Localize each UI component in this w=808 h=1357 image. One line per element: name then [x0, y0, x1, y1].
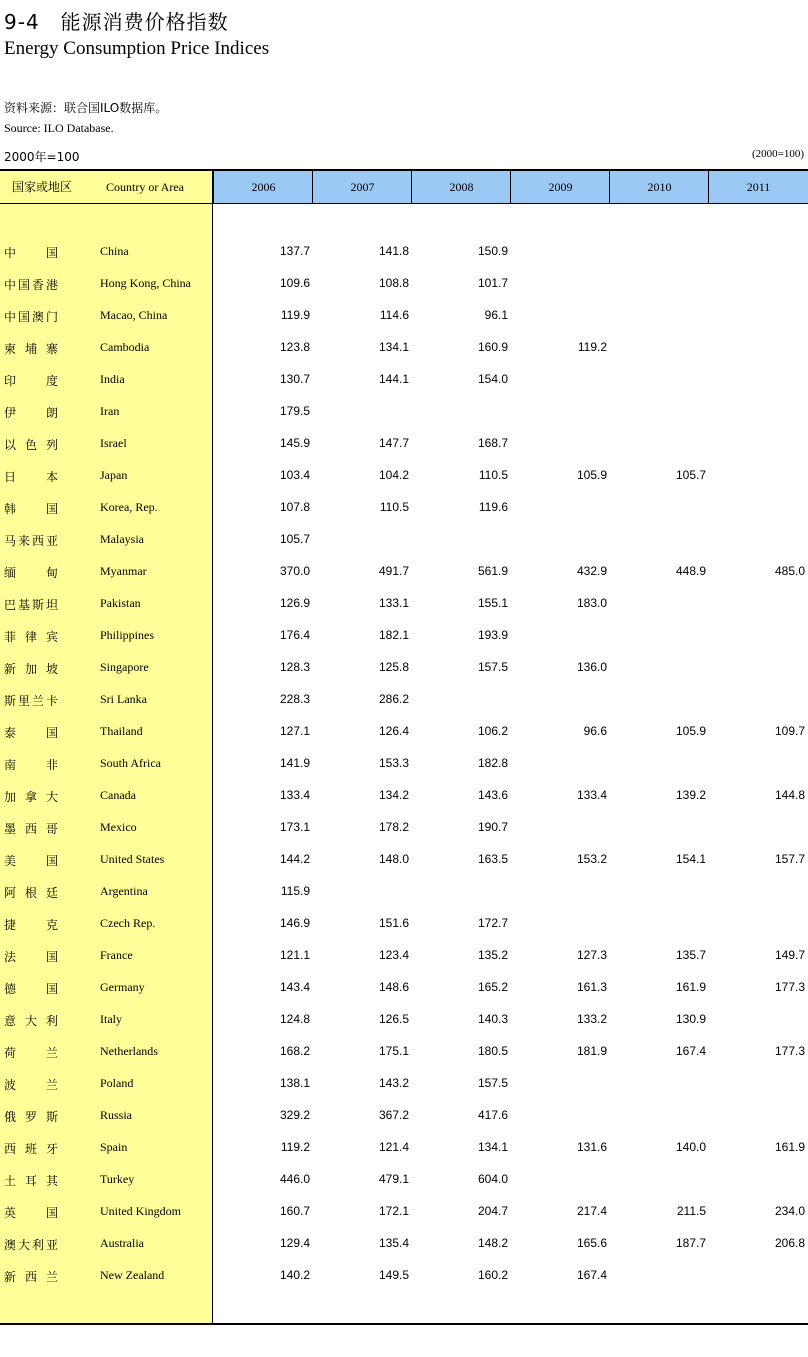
country-name-cn: 马来西亚 — [4, 534, 58, 548]
index-value: 135.2 — [477, 948, 508, 962]
index-value: 206.8 — [774, 1236, 805, 1250]
index-value: 119.2 — [577, 340, 607, 354]
index-value: 154.1 — [675, 852, 706, 866]
country-name-en: Korea, Rep. — [100, 500, 158, 514]
index-value: 160.2 — [477, 1268, 508, 1282]
country-name-en: India — [100, 372, 125, 386]
country-name-en: Hong Kong, China — [100, 276, 191, 290]
index-value: 187.7 — [675, 1236, 706, 1250]
country-name-en: Pakistan — [100, 596, 141, 610]
table-row — [0, 556, 808, 588]
index-value: 217.4 — [576, 1204, 607, 1218]
index-value: 130.9 — [675, 1012, 706, 1026]
table-body — [0, 236, 808, 1292]
country-name-en: Japan — [100, 468, 128, 482]
country-name-cn: 中国香港 — [4, 278, 58, 292]
country-name-en: Sri Lanka — [100, 692, 147, 706]
index-value: 177.3 — [774, 980, 805, 994]
table-row — [0, 876, 808, 908]
table-row — [0, 908, 808, 940]
table-row — [0, 1068, 808, 1100]
index-value: 147.7 — [378, 436, 409, 450]
table-row — [0, 748, 808, 780]
table-row — [0, 684, 808, 716]
index-value: 432.9 — [576, 564, 607, 578]
index-value: 134.2 — [378, 788, 409, 802]
header-year: 2008 — [411, 171, 511, 203]
index-value: 140.0 — [675, 1140, 706, 1154]
index-value: 172.7 — [477, 916, 508, 930]
index-value: 134.1 — [378, 340, 409, 354]
table-row — [0, 332, 808, 364]
country-name-cn: 意 大 利 — [4, 1014, 58, 1028]
country-name-en: Malaysia — [100, 532, 144, 546]
index-value: 148.0 — [378, 852, 409, 866]
country-name-cn: 西 班 牙 — [4, 1142, 58, 1156]
country-name-en: Philippines — [100, 628, 155, 642]
country-name-cn: 中国澳门 — [4, 310, 58, 324]
index-value: 604.0 — [477, 1172, 508, 1186]
index-value: 286.2 — [378, 692, 409, 706]
index-value: 176.4 — [279, 628, 310, 642]
table-row — [0, 812, 808, 844]
index-value: 110.5 — [478, 468, 508, 482]
index-value: 119.2 — [280, 1140, 310, 1154]
country-name-cn: 以 色 列 — [4, 438, 58, 452]
country-name-cn: 斯里兰卡 — [4, 694, 58, 708]
header-area-cell — [0, 171, 213, 204]
table-row — [0, 716, 808, 748]
index-value: 172.1 — [378, 1204, 409, 1218]
index-value: 479.1 — [378, 1172, 409, 1186]
table-row — [0, 940, 808, 972]
country-name-cn: 新 西 兰 — [4, 1270, 58, 1284]
base-year-en: (2000=100) — [751, 148, 804, 160]
index-value: 149.5 — [378, 1268, 409, 1282]
country-name-cn: 墨 西 哥 — [4, 822, 58, 836]
index-value: 103.4 — [279, 468, 310, 482]
index-value: 211.5 — [676, 1204, 706, 1218]
country-name-en: United States — [100, 852, 165, 866]
country-name-cn: 南 非 — [4, 758, 58, 772]
country-name-en: Russia — [100, 1108, 133, 1122]
index-value: 124.8 — [279, 1012, 310, 1026]
table-row — [0, 364, 808, 396]
index-value: 135.7 — [675, 948, 706, 962]
index-value: 126.9 — [279, 596, 310, 610]
country-name-en: Cambodia — [100, 340, 150, 354]
country-name-cn: 阿 根 廷 — [4, 886, 58, 900]
country-name-en: Spain — [100, 1140, 128, 1154]
index-value: 133.2 — [576, 1012, 607, 1026]
index-value: 167.4 — [675, 1044, 706, 1058]
country-name-en: Italy — [100, 1012, 122, 1026]
country-name-cn: 土 耳 其 — [4, 1174, 58, 1188]
country-name-cn: 中 国 — [4, 246, 58, 260]
country-name-cn: 韩 国 — [4, 502, 58, 516]
index-value: 133.4 — [279, 788, 310, 802]
table-row — [0, 1196, 808, 1228]
index-value: 121.1 — [279, 948, 310, 962]
country-name-cn: 巴基斯坦 — [4, 598, 58, 612]
header-year: 2006 — [213, 171, 313, 203]
index-value: 119.6 — [478, 500, 508, 514]
table-row — [0, 588, 808, 620]
index-value: 180.5 — [477, 1044, 508, 1058]
index-value: 153.3 — [378, 756, 409, 770]
index-value: 135.4 — [378, 1236, 409, 1250]
table-row — [0, 1004, 808, 1036]
index-value: 125.8 — [378, 660, 409, 674]
index-value: 128.3 — [279, 660, 310, 674]
index-value: 108.8 — [378, 276, 409, 290]
country-name-en: Turkey — [100, 1172, 135, 1186]
index-value: 133.4 — [576, 788, 607, 802]
index-value: 110.5 — [379, 500, 409, 514]
index-value: 109.6 — [279, 276, 310, 290]
index-value: 154.0 — [477, 372, 508, 386]
table-row — [0, 1164, 808, 1196]
index-value: 161.3 — [576, 980, 607, 994]
index-value: 96.1 — [484, 308, 508, 322]
index-value: 175.1 — [378, 1044, 409, 1058]
index-value: 150.9 — [477, 244, 508, 258]
index-value: 130.7 — [279, 372, 310, 386]
country-name-en: Canada — [100, 788, 136, 802]
index-value: 140.2 — [279, 1268, 310, 1282]
index-value: 160.9 — [477, 340, 508, 354]
index-value: 105.7 — [279, 532, 310, 546]
country-name-en: Argentina — [100, 884, 148, 898]
index-value: 234.0 — [774, 1204, 805, 1218]
index-value: 136.0 — [576, 660, 607, 674]
country-name-cn: 新 加 坡 — [4, 662, 58, 676]
index-value: 168.2 — [279, 1044, 310, 1058]
index-value: 123.8 — [279, 340, 310, 354]
index-value: 151.6 — [378, 916, 409, 930]
table-row — [0, 460, 808, 492]
index-value: 140.3 — [477, 1012, 508, 1026]
country-name-en: Singapore — [100, 660, 149, 674]
table-row — [0, 620, 808, 652]
index-value: 329.2 — [279, 1108, 310, 1122]
header-year: 2009 — [510, 171, 610, 203]
index-value: 127.1 — [279, 724, 310, 738]
country-name-en: Thailand — [100, 724, 143, 738]
index-value: 131.6 — [576, 1140, 607, 1154]
table-row — [0, 652, 808, 684]
index-value: 177.3 — [774, 1044, 805, 1058]
country-name-cn: 法 国 — [4, 950, 58, 964]
index-value: 101.7 — [477, 276, 508, 290]
country-name-en: Iran — [100, 404, 120, 418]
index-value: 143.6 — [477, 788, 508, 802]
index-value: 173.1 — [279, 820, 310, 834]
index-value: 106.2 — [477, 724, 508, 738]
index-value: 168.7 — [477, 436, 508, 450]
index-value: 126.4 — [378, 724, 409, 738]
index-value: 153.2 — [576, 852, 607, 866]
country-name-en: Australia — [100, 1236, 144, 1250]
index-value: 114.6 — [379, 308, 409, 322]
country-name-cn: 印 度 — [4, 374, 58, 388]
index-value: 181.9 — [576, 1044, 607, 1058]
header-area-en: Country or Area — [106, 180, 184, 194]
index-value: 165.6 — [576, 1236, 607, 1250]
header-year: 2007 — [312, 171, 412, 203]
country-name-cn: 伊 朗 — [4, 406, 58, 420]
index-value: 228.3 — [279, 692, 310, 706]
index-value: 105.7 — [675, 468, 706, 482]
header-year: 2011 — [708, 171, 808, 203]
table-row — [0, 844, 808, 876]
index-value: 178.2 — [378, 820, 409, 834]
index-value: 367.2 — [378, 1108, 409, 1122]
table-bottom-rule — [0, 1323, 808, 1325]
index-value: 182.1 — [378, 628, 409, 642]
index-value: 134.1 — [477, 1140, 508, 1154]
country-name-cn: 日 本 — [4, 470, 58, 484]
index-value: 204.7 — [477, 1204, 508, 1218]
country-name-cn: 捷 克 — [4, 918, 58, 932]
country-name-en: Germany — [100, 980, 145, 994]
table-row — [0, 1132, 808, 1164]
country-name-en: New Zealand — [100, 1268, 165, 1282]
table-row — [0, 428, 808, 460]
index-value: 370.0 — [279, 564, 310, 578]
country-name-cn: 俄 罗 斯 — [4, 1110, 58, 1124]
index-value: 491.7 — [378, 564, 409, 578]
index-value: 144.2 — [279, 852, 310, 866]
index-value: 105.9 — [576, 468, 607, 482]
index-value: 138.1 — [279, 1076, 310, 1090]
index-value: 143.2 — [378, 1076, 409, 1090]
index-value: 160.7 — [279, 1204, 310, 1218]
index-value: 145.9 — [279, 436, 310, 450]
country-name-en: South Africa — [100, 756, 161, 770]
index-value: 148.6 — [378, 980, 409, 994]
index-value: 448.9 — [675, 564, 706, 578]
table-row — [0, 972, 808, 1004]
country-name-en: China — [100, 244, 129, 258]
index-value: 182.8 — [477, 756, 508, 770]
table-row — [0, 1036, 808, 1068]
index-value: 144.8 — [774, 788, 805, 802]
index-value: 144.1 — [378, 372, 409, 386]
index-value: 109.7 — [774, 724, 805, 738]
table-row — [0, 780, 808, 812]
index-value: 127.3 — [576, 948, 607, 962]
index-value: 148.2 — [477, 1236, 508, 1250]
table-row — [0, 492, 808, 524]
country-name-en: Czech Rep. — [100, 916, 156, 930]
country-name-cn: 英 国 — [4, 1206, 58, 1220]
country-name-cn: 菲 律 宾 — [4, 630, 58, 644]
index-value: 446.0 — [279, 1172, 310, 1186]
index-value: 139.2 — [675, 788, 706, 802]
index-value: 141.8 — [378, 244, 409, 258]
source-note-cn: 资料来源：联合国ILO数据库。 — [4, 101, 168, 115]
index-value: 143.4 — [279, 980, 310, 994]
index-value: 146.9 — [279, 916, 310, 930]
country-name-en: Mexico — [100, 820, 137, 834]
index-value: 155.1 — [477, 596, 508, 610]
index-value: 129.4 — [279, 1236, 310, 1250]
index-value: 417.6 — [477, 1108, 508, 1122]
page-title-en: Energy Consumption Price Indices — [4, 38, 270, 59]
index-value: 96.6 — [583, 724, 607, 738]
index-value: 193.9 — [477, 628, 508, 642]
country-name-cn: 缅 甸 — [4, 566, 58, 580]
header-year: 2010 — [609, 171, 709, 203]
table-row — [0, 300, 808, 332]
country-name-cn: 澳大利亚 — [4, 1238, 58, 1252]
index-value: 119.9 — [280, 308, 310, 322]
index-value: 161.9 — [675, 980, 706, 994]
index-value: 163.5 — [477, 852, 508, 866]
index-value: 485.0 — [774, 564, 805, 578]
table-row — [0, 1228, 808, 1260]
table-row — [0, 268, 808, 300]
base-year-cn: 2000年=100 — [4, 150, 80, 164]
country-name-cn: 加 拿 大 — [4, 790, 58, 804]
page-title-cn: 9-4 能源消费价格指数 — [4, 10, 229, 34]
country-name-cn: 美 国 — [4, 854, 58, 868]
index-value: 115.9 — [280, 884, 310, 898]
table-row — [0, 236, 808, 268]
table-row — [0, 396, 808, 428]
country-name-cn: 柬 埔 寨 — [4, 342, 58, 356]
index-value: 137.7 — [279, 244, 310, 258]
country-name-en: Netherlands — [100, 1044, 158, 1058]
country-name-en: United Kingdom — [100, 1204, 181, 1218]
index-value: 107.8 — [279, 500, 310, 514]
header-area-cn: 国家或地区 — [12, 180, 73, 194]
index-value: 161.9 — [774, 1140, 805, 1154]
index-value: 123.4 — [378, 948, 409, 962]
country-name-cn: 德 国 — [4, 982, 58, 996]
index-value: 157.5 — [477, 1076, 508, 1090]
index-value: 179.5 — [279, 404, 310, 418]
country-name-en: Poland — [100, 1076, 134, 1090]
table-row — [0, 524, 808, 556]
index-value: 183.0 — [576, 596, 607, 610]
country-name-cn: 泰 国 — [4, 726, 58, 740]
country-name-cn: 荷 兰 — [4, 1046, 58, 1060]
index-value: 157.7 — [774, 852, 805, 866]
index-value: 133.1 — [378, 596, 409, 610]
index-value: 105.9 — [675, 724, 706, 738]
index-value: 165.2 — [477, 980, 508, 994]
index-value: 126.5 — [378, 1012, 409, 1026]
index-value: 104.2 — [378, 468, 409, 482]
index-value: 167.4 — [576, 1268, 607, 1282]
country-name-en: Myanmar — [100, 564, 147, 578]
index-value: 190.7 — [477, 820, 508, 834]
index-value: 141.9 — [279, 756, 310, 770]
country-name-en: France — [100, 948, 133, 962]
source-note-en: Source: ILO Database. — [4, 121, 114, 135]
table-row — [0, 1100, 808, 1132]
country-name-cn: 波 兰 — [4, 1078, 58, 1092]
country-name-en: Macao, China — [100, 308, 168, 322]
index-value: 561.9 — [477, 564, 508, 578]
index-value: 149.7 — [774, 948, 805, 962]
index-value: 157.5 — [477, 660, 508, 674]
country-name-en: Israel — [100, 436, 127, 450]
table-row — [0, 1260, 808, 1292]
index-value: 121.4 — [378, 1140, 409, 1154]
